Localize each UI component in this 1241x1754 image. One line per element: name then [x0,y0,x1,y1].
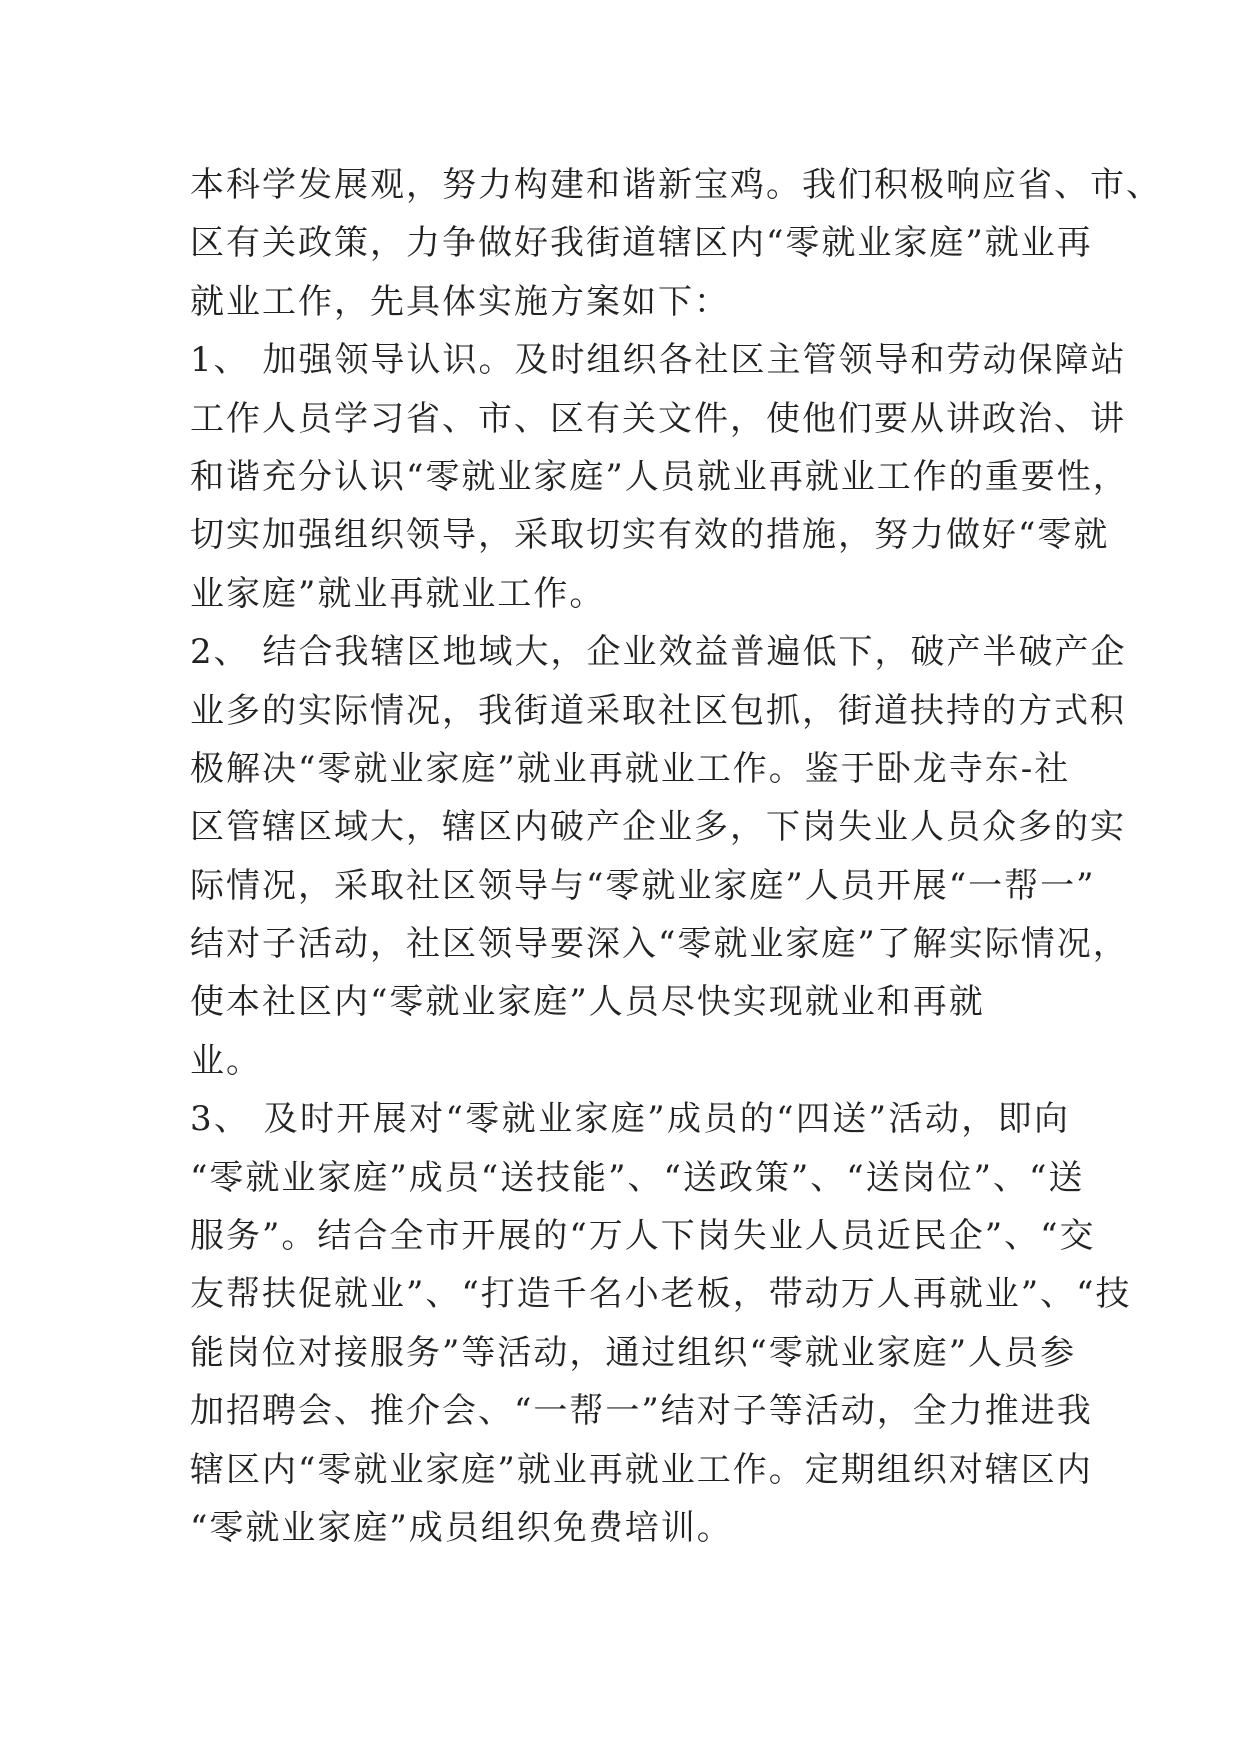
text-line: 就业工作，先具体实施方案如下： [190,281,730,322]
text-line: 2、 结合我辖区地域大，企业效益普遍低下，破产半破产企 [190,632,1127,673]
text-line: 和谐充分认识“零就业家庭”人员就业再就业工作的重要性， [190,456,1129,497]
text-line: 际情况，采取社区领导与“零就业家庭”人员开展“一帮一” [190,865,1096,906]
text-line: 服务”。结合全市开展的“万人下岗失业人员近民企”、“交 [190,1216,1096,1257]
text-line: 区管辖区域大，辖区内破产企业多，下岗失业人员众多的实 [190,807,1126,848]
text-line: 能岗位对接服务”等活动，通过组织“零就业家庭”人员参 [190,1332,1077,1373]
text-line: 结对子活动，社区领导要深入“零就业家庭”了解实际情况， [190,924,1129,965]
text-line: 辖区内“零就业家庭”就业再就业工作。定期组织对辖区内 [190,1449,1093,1490]
text-line: 工作人员学习省、市、区有关文件，使他们要从讲政治、讲 [190,398,1126,439]
text-line: 3、 及时开展对“零就业家庭”成员的“四送”活动，即向 [190,1099,1070,1140]
text-line: 1、 加强领导认识。及时组织各社区主管领导和劳动保障站 [190,340,1127,381]
text-line: 切实加强组织领导，采取切实有效的措施，努力做好“零就 [190,515,1110,556]
text-line: 业。 [190,1040,262,1081]
text-line: 加招聘会、推介会、“一帮一”结对子等活动，全力推进我 [190,1391,1093,1432]
text-line: 极解决“零就业家庭”就业再就业工作。鉴于卧龙寺东-社 [190,748,1071,789]
text-line: 业家庭”就业再就业工作。 [190,573,606,614]
text-line: “零就业家庭”成员组织免费培训。 [190,1507,733,1548]
text-line: 使本社区内“零就业家庭”人员尽快实现就业和再就 [190,982,985,1023]
text-line: 友帮扶促就业”、“打造千名小老板，带动万人再就业”、“技 [190,1274,1132,1315]
text-line: “零就业家庭”成员“送技能”、“送政策”、“送岗位”、“送 [190,1157,1085,1198]
text-line: 本科学发展观，努力构建和谐新宝鸡。我们积极响应省、市、 [190,165,1162,205]
body-text [190,156,1162,1557]
text-line: 业多的实际情况，我街道采取社区包抓，街道扶持的方式积 [190,690,1126,731]
text-line: 区有关政策，力争做好我街道辖区内“零就业家庭”就业再 [190,223,1093,264]
